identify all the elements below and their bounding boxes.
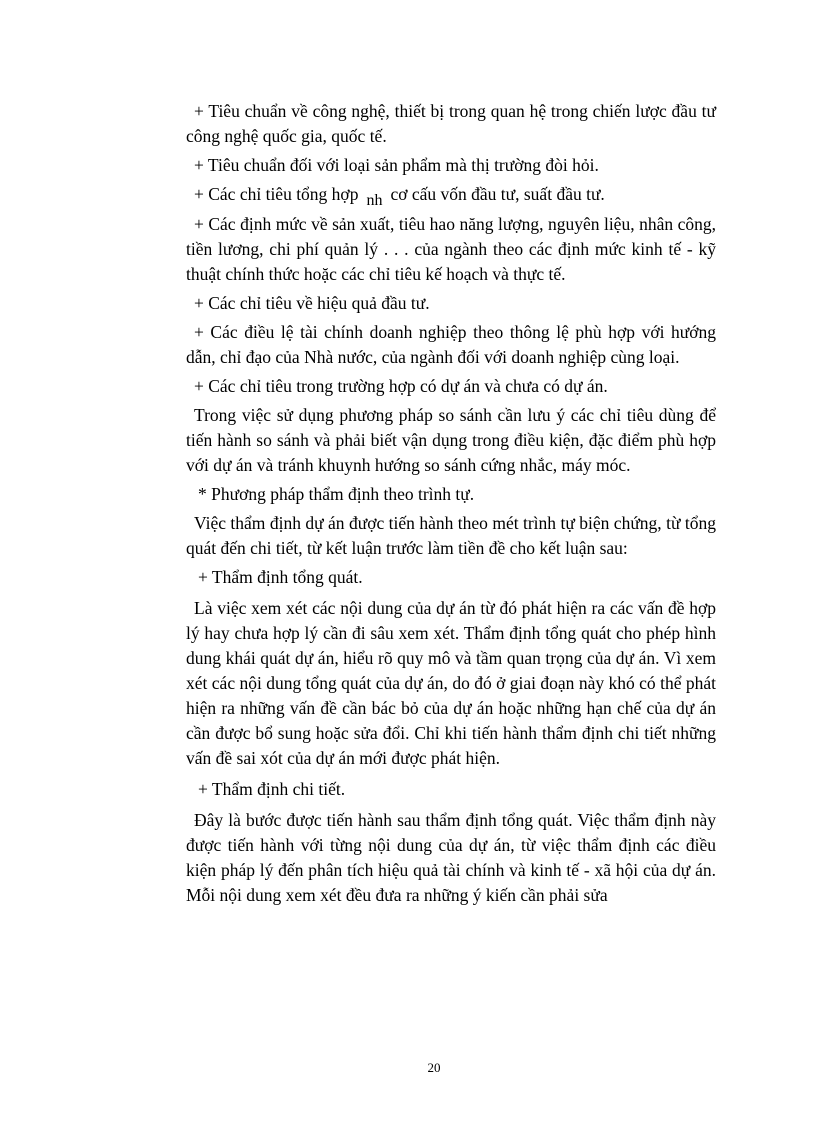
paragraph-aggregate-indicators [186, 182, 716, 208]
aggregate-indicators-lead: + Các chỉ tiêu tổng hợp [194, 184, 359, 204]
paragraph-tech-standards: + Tiêu chuẩn về công nghệ, thiết bị trong quan hệ trong chiến lược đầu tư công nghệ quốc gia, quốc tế. [186, 101, 716, 146]
heading-sequential-method: * Phương pháp thẩm định theo trình tự. [198, 484, 475, 504]
paragraph-financial-rules: + Các điều lệ tài chính doanh nghiệp theo thông lệ phù hợp với hướng dẫn, chỉ đạo của Nhà nước, của ngành đối với doanh nghiệp cùng loại. [186, 322, 716, 367]
heading-detailed-appraisal: + Thẩm định chi tiết. [198, 779, 346, 799]
paragraph-general-appraisal: Là việc xem xét các nội dung của dự án từ đó phát hiện ra các vấn đề hợp lý hay chưa hợp lý cần đi sâu xem xét. Thẩm định tổng quát cho phép hình dung khái quát dự án, hiểu rõ quy mô và tầm quan trọng của dự án. Vì xem xét các nội dung tổng quát của dự án, do đó ở giai đoạn này khó có thể phát hiện ra những vấn đề cần bác bỏ của dự án hoặc những hạn chế của dự án cần được bổ sung hoặc sửa đổi. Chỉ khi tiến hành thẩm định chi tiết những vấn đề sai xót của dự án mới được phát hiện. [186, 598, 716, 768]
paragraph-efficiency-indicators: + Các chỉ tiêu về hiệu quả đầu tư. [194, 293, 430, 313]
paragraph-with-without-project: + Các chỉ tiêu trong trường hợp có dự án và chưa có dự án. [194, 376, 608, 396]
aggregate-indicators-fragment: nh [366, 192, 383, 209]
page-number: 20 [427, 1060, 441, 1075]
paragraph-comparison-note: Trong việc sử dụng phương pháp so sánh cần lưu ý các chỉ tiêu dùng để tiến hành so sánh và phải biết vận dụng trong điều kiện, đặc điểm phù hợp với dự án và tránh khuynh hướng so sánh cứng nhắc, máy móc. [186, 405, 716, 475]
aggregate-indicators-tail: cơ cấu vốn đầu tư, suất đầu tư. [390, 184, 605, 204]
heading-general-appraisal: + Thẩm định tổng quát. [198, 567, 363, 587]
paragraph-product-standards: + Tiêu chuẩn đối với loại sản phẩm mà thị trường đòi hỏi. [194, 155, 599, 175]
paragraph-detailed-appraisal: Đây là bước được tiến hành sau thẩm định tổng quát. Việc thẩm định này được tiến hành với từng nội dung của dự án, từ việc thẩm định các điều kiện pháp lý đến phân tích hiệu quả tài chính và kinh tế - xã hội của dự án. Mỗi nội dung xem xét đều đưa ra những ý kiến cần phải sửa [186, 810, 716, 905]
paragraph-sequential-intro: Việc thẩm định dự án được tiến hành theo mét trình tự biện chứng, từ tổng quát đến chi tiết, từ kết luận trước làm tiền đề cho kết luận sau: [186, 513, 716, 558]
body-text [186, 99, 716, 908]
paragraph-production-norms: + Các định mức về sản xuất, tiêu hao năng lượng, nguyên liệu, nhân công, tiền lương, chi phí quản lý . . . của ngành theo các định mức kinh tế - kỹ thuật chính thức hoặc các chỉ tiêu kế hoạch và thực tế. [186, 214, 716, 284]
